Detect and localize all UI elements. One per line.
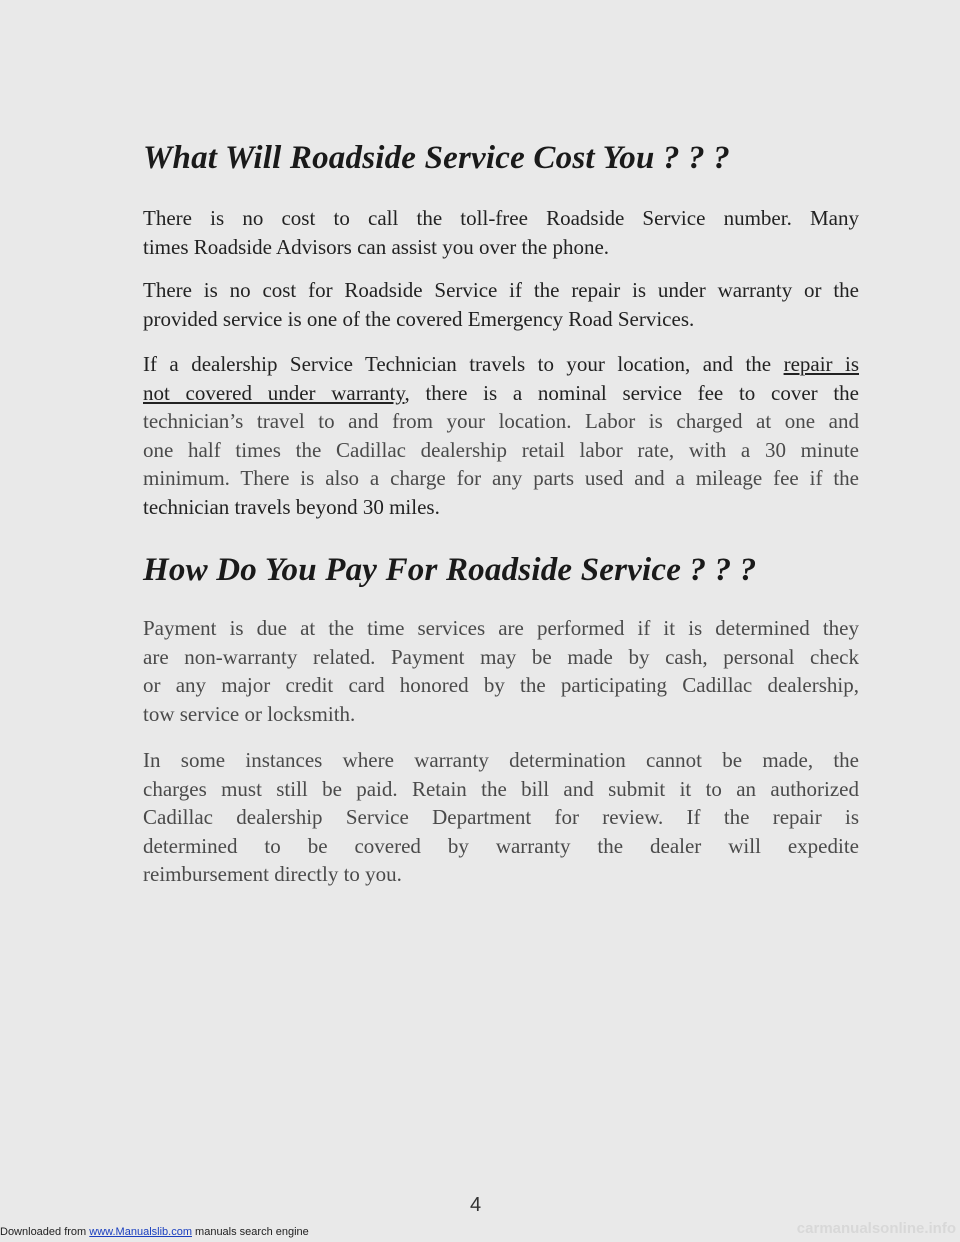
text-line: determined to be covered by warranty the dealer will expedite [143,833,859,858]
footer-prefix: Downloaded from [0,1226,90,1238]
text-line: reimbursement directly to you. [143,862,402,886]
paragraph-service-fee [143,350,859,521]
text-line [143,379,859,408]
text-line: In some instances where warranty determination cannot be made, the [143,748,859,772]
footer-suffix: manuals search engine [191,1226,309,1238]
text-line: There is no cost for Roadside Service if the repair is under warranty or the [143,278,859,302]
download-footer [0,1226,309,1238]
text-line: minimum. There is also a charge for any parts used and a mileage fee if the [143,466,859,490]
watermark-text: carmanualsonline.info [796,1220,956,1237]
underlined-text: not covered under warranty [143,380,405,405]
paragraph-reimbursement [143,746,859,889]
paragraph-toll-free [143,204,859,261]
text-fragment: , there is a nominal service fee to cover the [404,380,860,405]
text-line: There is no cost to call the toll-free Roadside Service number. Many [143,206,859,230]
text-line: charges must still be paid. Retain the bill and submit it to an authorized [143,776,859,801]
text-line [143,350,859,379]
text-fragment: If a dealership Service Technician travels to your location, and the [143,352,784,376]
text-line: tow service or locksmith. [143,701,356,726]
text-line: are non-warranty related. Payment may be made by cash, personal check [143,644,859,669]
text-line: or any major credit card honored by the participating Cadillac dealership, [143,673,859,697]
page-number: 4 [470,1194,482,1216]
text-line: Cadillac dealership Service Department for review. If the repair is [143,805,859,829]
section-heading-payment: How Do You Pay For Roadside Service ? ? ? [143,552,757,588]
text-line: one half times the Cadillac dealership retail labor rate, with a 30 minute [143,437,859,462]
text-line: provided service is one of the covered Emergency Road Services. [143,306,695,331]
manualslib-link[interactable]: www.Manualslib.com [89,1226,192,1238]
text-line: technician travels beyond 30 miles. [143,494,440,519]
paragraph-payment-due [143,614,859,728]
text-line: technician’s travel to and from your location. Labor is charged at one and [143,409,859,433]
text-line: times Roadside Advisors can assist you over the phone. [143,234,610,259]
text-line: Payment is due at the time services are performed if it is determined they [143,616,859,640]
paragraph-no-cost-warranty [143,276,859,333]
underlined-text: repair is [783,352,859,376]
section-heading-cost: What Will Roadside Service Cost You ? ? ? [143,140,730,176]
